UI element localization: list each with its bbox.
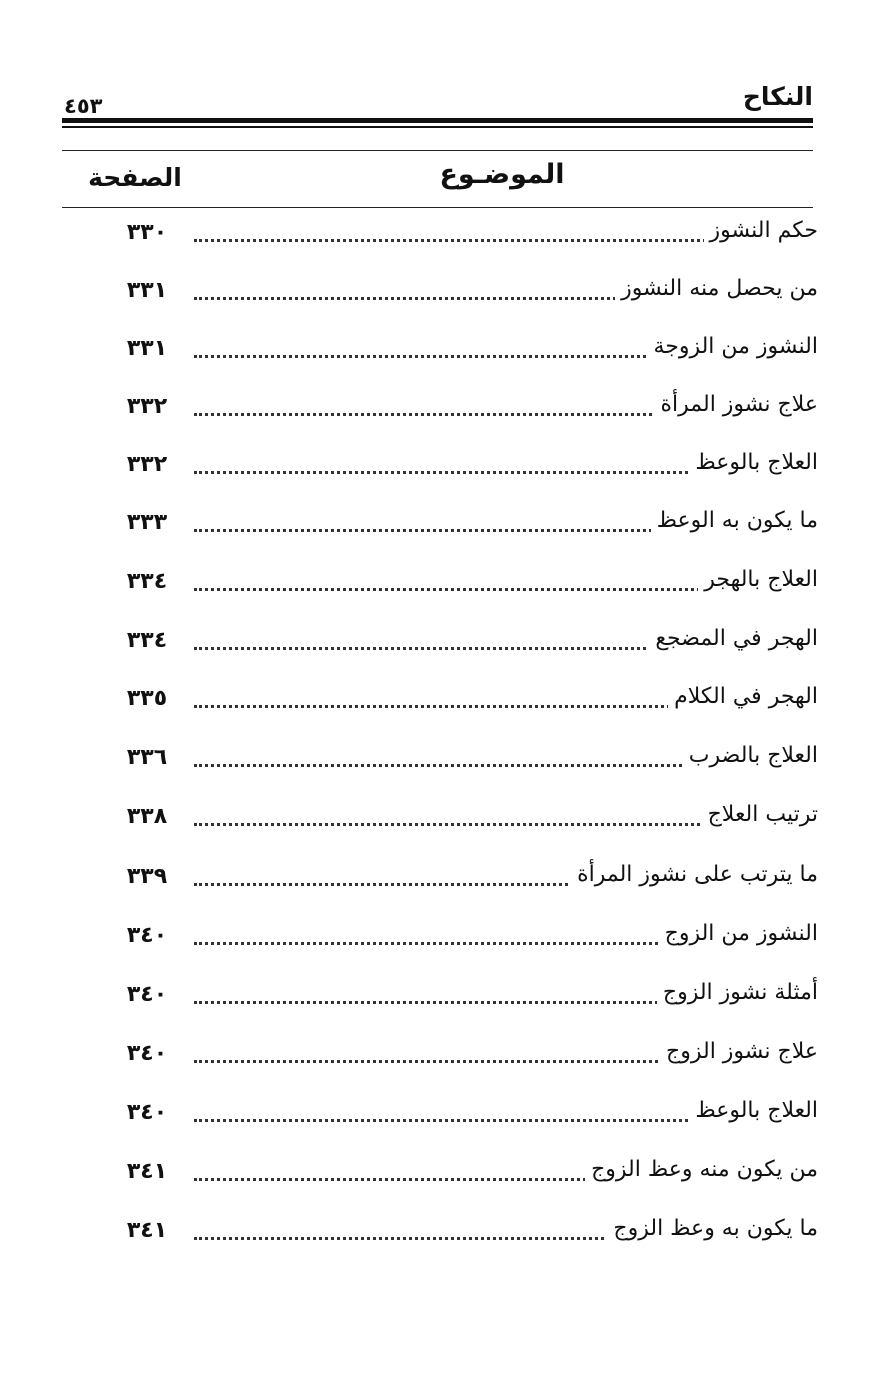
entry-page-number: ٣٤٠	[126, 1041, 168, 1066]
entry-title: علاج نشوز الزوج	[660, 1039, 818, 1064]
entry-title: أمثلة نشوز الزوج	[657, 980, 818, 1005]
entry-page-number: ٣٤١	[126, 1218, 168, 1243]
entry-title: من يكون منه وعظ الزوج	[585, 1157, 818, 1182]
entry-title: العلاج بالهجر	[698, 567, 818, 592]
toc-entry	[116, 684, 818, 724]
toc-entry	[116, 508, 818, 548]
entry-page-number: ٣٣٤	[126, 569, 168, 594]
toc-entry	[116, 921, 818, 961]
entry-page-number: ٣٤٠	[126, 1100, 168, 1125]
entry-page-number: ٣٣٤	[126, 628, 168, 653]
entry-page-number: ٣٣١	[126, 278, 168, 303]
entry-page-number: ٣٣٠	[126, 220, 168, 245]
book-title: النكاح	[742, 82, 813, 111]
entry-page-number: ٣٤١	[126, 1159, 168, 1184]
entry-page-number: ٣٣١	[126, 336, 168, 361]
toc-entry	[116, 743, 818, 783]
entry-title: الهجر في الكلام	[668, 684, 818, 709]
toc-entry	[116, 218, 818, 258]
entry-title: ما يترتب على نشوز المرأة	[571, 862, 818, 887]
entry-title: النشوز من الزوج	[659, 921, 818, 946]
toc-entry	[116, 862, 818, 902]
toc-entry	[116, 1098, 818, 1138]
entry-page-number: ٣٤٠	[126, 923, 168, 948]
entry-page-number: ٣٣٥	[126, 686, 168, 711]
topic-column-heading: الموضـوع	[439, 159, 565, 190]
entry-title: الهجر في المضجع	[649, 626, 818, 651]
page-number: ٤٥٣	[64, 94, 103, 118]
toc-entry	[116, 334, 818, 374]
entry-title: حكم النشوز	[704, 218, 818, 243]
toc-entry	[116, 450, 818, 490]
toc-entry	[116, 567, 818, 607]
entry-page-number: ٣٣٢	[126, 394, 168, 419]
entry-title: ترتيب العلاج	[702, 802, 818, 827]
toc-entry	[116, 392, 818, 432]
entry-title: النشوز من الزوجة	[647, 334, 818, 359]
toc-entry	[116, 802, 818, 842]
entry-title: العلاج بالوعظ	[689, 1098, 818, 1123]
entry-page-number: ٣٤٠	[126, 982, 168, 1007]
toc-entry	[116, 276, 818, 316]
entry-page-number: ٣٣٦	[126, 745, 168, 770]
entry-page-number: ٣٣٩	[126, 864, 168, 889]
entry-title: العلاج بالوعظ	[689, 450, 818, 475]
page-column-heading: الصفحة	[88, 163, 182, 192]
entry-title: من يحصل منه النشوز	[615, 276, 818, 301]
entry-title: ما يكون به الوعظ	[651, 508, 818, 533]
toc-entry	[116, 980, 818, 1020]
toc-entry	[116, 626, 818, 666]
toc-entry	[116, 1216, 818, 1256]
toc-entry	[116, 1157, 818, 1197]
toc-entry	[116, 1039, 818, 1079]
entry-title: علاج نشوز المرأة	[655, 392, 819, 417]
entry-page-number: ٣٣٢	[126, 452, 168, 477]
entry-page-number: ٣٣٨	[126, 804, 168, 829]
entry-title: ما يكون به وعظ الزوج	[607, 1216, 818, 1241]
entry-title: العلاج بالضرب	[683, 743, 818, 768]
entry-page-number: ٣٣٣	[126, 510, 168, 535]
